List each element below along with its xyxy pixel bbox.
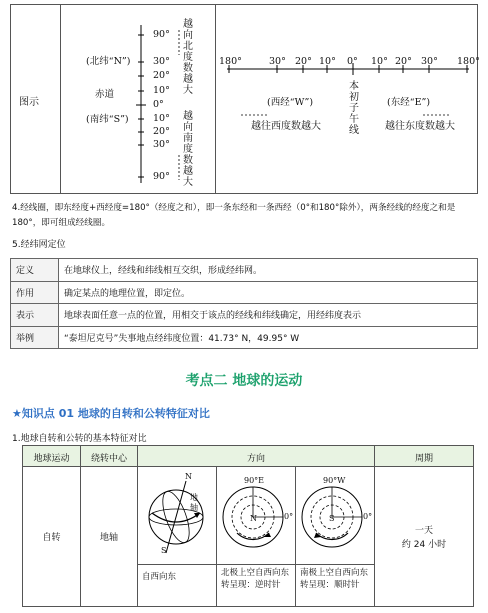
table-caption: 1.地球自转和公转的基本特征对比 xyxy=(12,434,147,444)
lat-tick: 30° xyxy=(153,139,170,150)
fig3-pole-label: S xyxy=(329,514,335,523)
fig2-pole-label: N xyxy=(250,514,257,523)
north-pole-label: N xyxy=(185,472,192,481)
west-increase-text: 越往西度数越大 xyxy=(251,121,321,132)
earth-axis-label: 地轴 xyxy=(190,493,198,512)
lon-tick: 10° xyxy=(319,56,336,67)
header-direction: 方向 xyxy=(246,454,265,464)
table-row xyxy=(11,259,478,282)
lat-tick: 20° xyxy=(153,126,170,137)
section-title: 考点二 地球的运动 xyxy=(185,373,303,389)
header-cell xyxy=(375,446,473,467)
table-row xyxy=(11,304,478,327)
header-cell xyxy=(23,446,81,467)
row-key: 举例 xyxy=(11,326,59,349)
figure-divider xyxy=(215,5,216,193)
lon-tick: 180° xyxy=(457,56,480,67)
header-motion: 地球运动 xyxy=(33,454,70,464)
table-row xyxy=(11,326,478,349)
lon-tick: 20° xyxy=(395,56,412,67)
rotation-table xyxy=(22,445,474,607)
lat-tick: 90° xyxy=(153,171,170,182)
south-pole-label: S xyxy=(161,546,167,555)
direction-text-cell xyxy=(138,565,217,606)
row-value: “泰坦尼克号”失事地点经纬度位置：41.73° N，49.95° W xyxy=(59,326,478,349)
lat-tick: 10° xyxy=(153,85,170,96)
globe-rotation-figure xyxy=(138,467,216,563)
header-cell xyxy=(81,446,138,467)
knowledge-point-title: ★知识点 01 地球的自转和公转特征对比 xyxy=(12,407,210,420)
lat-tick: 20° xyxy=(153,70,170,81)
west-longitude-label: (西经“W”) xyxy=(267,97,314,108)
equator-label: 赤道 xyxy=(95,89,115,100)
row-label-cell xyxy=(23,467,81,606)
paragraph-4: 4.经线圈，即东经度+西经度=180°（经度之和），即一条东经和一条西经（0°和180°除外），两条经线的经度之和是180°，即可组成经线圈。 xyxy=(12,203,456,228)
fig2-top-label: 90°E xyxy=(244,476,265,485)
center-cell xyxy=(81,467,138,606)
row-label-rotation: 自转 xyxy=(42,533,61,543)
header-period: 周期 xyxy=(414,454,433,464)
lon-tick: 10° xyxy=(371,56,388,67)
period-value: 一天 xyxy=(414,526,433,536)
row-key: 作用 xyxy=(11,281,59,304)
rotation-center-value: 地轴 xyxy=(99,533,118,543)
lon-tick: 20° xyxy=(295,56,312,67)
longitude-diagram xyxy=(217,5,477,193)
east-longitude-label: (东经“E”) xyxy=(387,97,431,108)
lat-tick: 90° xyxy=(153,29,170,40)
direction-fig-cell xyxy=(296,467,375,565)
north-increase-text: 越向北度数越大 xyxy=(183,19,193,96)
row-value: 在地球仪上，经线和纬线相互交织，形成经纬网。 xyxy=(59,259,478,282)
row-key: 定义 xyxy=(11,259,59,282)
figure-table xyxy=(10,4,478,194)
header-center: 绕转中心 xyxy=(90,454,127,464)
figure-label: 图示 xyxy=(19,97,39,108)
lat-tick: 30° xyxy=(153,56,170,67)
table-row xyxy=(11,281,478,304)
row-key: 表示 xyxy=(11,304,59,327)
lon-tick: 0° xyxy=(347,56,358,67)
direction-text-cell xyxy=(296,565,375,606)
direction-fig-cell xyxy=(138,467,217,565)
lon-tick: 30° xyxy=(421,56,438,67)
lon-tick: 180° xyxy=(219,56,242,67)
fig3-top-label: 90°W xyxy=(323,476,346,485)
south-latitude-label: (南纬“S”) xyxy=(86,114,129,125)
north-pole-direction-text: 北极上空自西向东转呈现：逆时针 xyxy=(221,568,290,590)
period-cell xyxy=(375,467,473,606)
direction-text-cell xyxy=(217,565,296,606)
row-value: 确定某点的地理位置，即定位。 xyxy=(59,281,478,304)
north-latitude-label: (北纬“N”) xyxy=(86,56,131,67)
row-value: 地球表面任意一点的位置，用相交于该点的经线和纬线确定，用经纬度表示 xyxy=(59,304,478,327)
rotation-direction-text: 自西向东 xyxy=(142,572,177,582)
direction-fig-cell xyxy=(217,467,296,565)
figure-label-cell xyxy=(11,5,61,193)
prime-meridian-label: 本初子午线 xyxy=(349,81,359,136)
period-hours: 约 24 小时 xyxy=(401,540,447,550)
south-pole-direction-text: 南极上空自西向东转呈现：顺时针 xyxy=(300,568,369,590)
paragraph-5: 5.经纬网定位 xyxy=(12,240,66,250)
fig3-right-label: 0° xyxy=(363,512,373,521)
east-increase-text: 越往东度数越大 xyxy=(385,121,455,132)
fig2-right-label: 0° xyxy=(284,512,294,521)
figure-body xyxy=(61,5,480,193)
header-cell xyxy=(138,446,375,467)
lon-tick: 30° xyxy=(269,56,286,67)
lat-lon-grid-table xyxy=(10,258,478,349)
lat-tick: 0° xyxy=(153,99,164,110)
south-increase-text: 越向南度数越大 xyxy=(183,111,193,188)
lat-tick: 10° xyxy=(153,113,170,124)
